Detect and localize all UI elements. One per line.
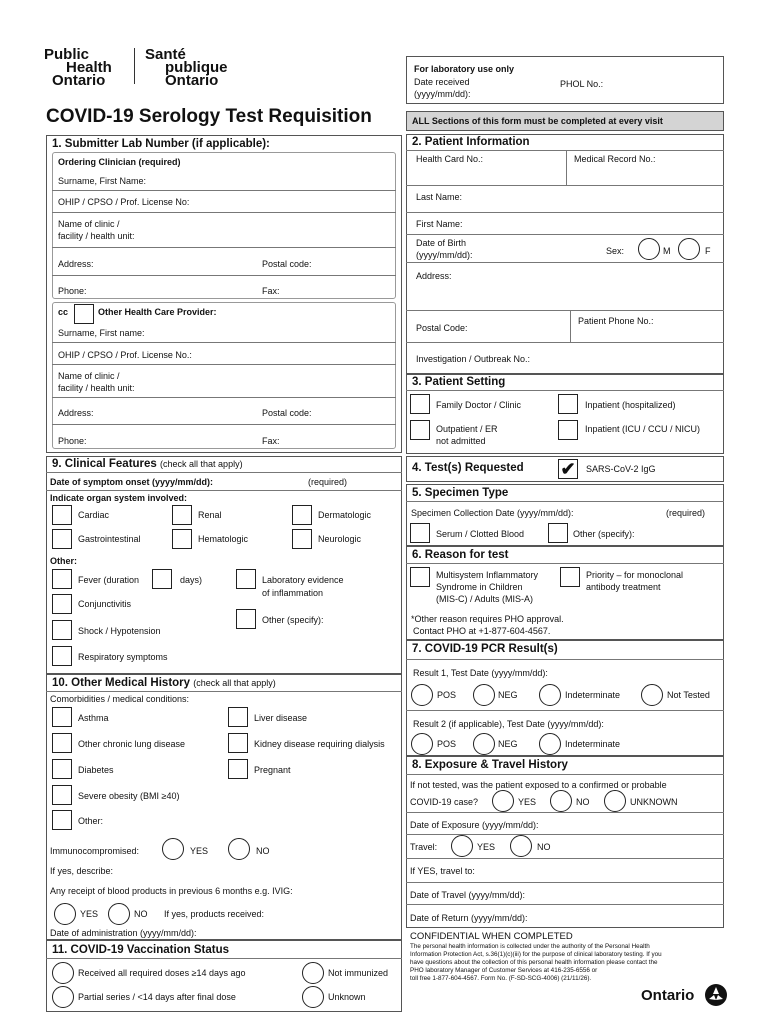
respiratory-label: Respiratory symptoms <box>78 652 168 662</box>
sex-f-label: F <box>705 246 711 256</box>
travel-to-field[interactable]: If YES, travel to: <box>410 866 475 876</box>
r1-pos-label: POS <box>437 690 457 700</box>
comorbidities-label: Comorbidities / medical conditions: <box>50 694 190 704</box>
r1-neg-label: NEG <box>498 690 518 700</box>
result1-date-field[interactable]: Result 1, Test Date (yyyy/mm/dd): <box>413 668 548 678</box>
section-9-subtitle: (check all that apply) <box>160 459 243 469</box>
date-format-label: (yyyy/mm/dd): <box>414 89 471 99</box>
vax-all-label: Received all required doses ≥14 days ago <box>78 968 246 978</box>
shock-label: Shock / Hypotension <box>78 626 161 636</box>
asthma-label: Asthma <box>78 713 109 723</box>
sex-f-radio[interactable] <box>678 238 700 260</box>
lab-evidence-label: of inflammation <box>262 588 324 598</box>
health-card-field[interactable]: Health Card No.: <box>416 154 484 164</box>
fever-checkbox[interactable] <box>52 569 72 589</box>
section-9-title <box>52 458 243 470</box>
privacy-notice: Information Protection Act, s.36(1)(c)(iii) for the purpose of clinical laboratory testing. If you <box>410 951 662 958</box>
logo-text: Ontario <box>165 72 219 89</box>
vax-unknown-radio[interactable] <box>302 986 324 1008</box>
other-label: Other: <box>50 556 77 566</box>
privacy-notice: PHO laboratory Manager of Customer Services at 416-235-6556 or <box>410 967 598 974</box>
clinic-label[interactable]: Name of clinic / <box>58 219 120 229</box>
privacy-notice: toll free 1-877-604-4567. Form No. (F-SD-SCG-4006) (21/11/26). <box>410 975 592 982</box>
mis-label: Syndrome in Children <box>436 582 523 592</box>
section-10-title <box>52 677 276 689</box>
fax-field[interactable]: Fax: <box>262 286 280 296</box>
exp-no-radio[interactable] <box>550 790 572 812</box>
r1-ind-radio[interactable] <box>539 684 561 706</box>
r2-pos-radio[interactable] <box>411 733 433 755</box>
lab-evidence-label: Laboratory evidence <box>262 575 344 585</box>
family-doctor-checkbox[interactable] <box>410 394 430 414</box>
dob-field[interactable]: Date of Birth <box>416 238 467 248</box>
r2-ind-radio[interactable] <box>539 733 561 755</box>
travel-label: Travel: <box>410 842 438 852</box>
clinic-label[interactable]: Name of clinic / <box>58 371 120 381</box>
ontario-logo-text: Ontario <box>641 987 695 1004</box>
outpatient-checkbox[interactable] <box>410 420 430 440</box>
date-received-label[interactable]: Date received <box>414 77 470 87</box>
sex-m-radio[interactable] <box>638 238 660 260</box>
all-sections-text: ALL Sections of this form must be completed at every visit <box>412 116 663 126</box>
blood-yes-label: YES <box>80 909 99 919</box>
section-9 <box>46 456 402 674</box>
priority-label: Priority – for monoclonal <box>586 570 684 580</box>
required-label: (required) <box>308 477 348 487</box>
ordering-clinician-label: Ordering Clinician (required) <box>58 157 181 167</box>
neuro-checkbox[interactable] <box>292 529 312 549</box>
exposure-question: If not tested, was the patient exposed to a confirmed or probable <box>410 780 667 790</box>
section-9-title-text: 9. Clinical Features <box>52 458 157 470</box>
mis-label: Multisystem Inflammatory <box>436 570 539 580</box>
logo-text: Public <box>44 46 90 63</box>
mis-label: (MIS-C) / Adults (MIS-A) <box>436 594 534 604</box>
mis-checkbox[interactable] <box>410 567 430 587</box>
address-field[interactable]: Address: <box>58 408 94 418</box>
vax-none-radio[interactable] <box>302 962 324 984</box>
days-label: days) <box>180 575 203 585</box>
r1-pos-radio[interactable] <box>411 684 433 706</box>
travel-yes-label: YES <box>477 842 496 852</box>
logo-en <box>44 48 112 87</box>
lung-label: Other chronic lung disease <box>78 739 186 749</box>
immuno-yes-radio[interactable] <box>162 838 184 860</box>
section-1-title: 1. Submitter Lab Number (if applicable): <box>52 138 270 150</box>
surname-field[interactable]: Surname, First Name: <box>58 176 147 186</box>
vax-partial-radio[interactable] <box>52 986 74 1008</box>
surname-field[interactable]: Surname, First name: <box>58 328 145 338</box>
derm-checkbox[interactable] <box>292 505 312 525</box>
r1-ind-label: Indeterminate <box>565 690 621 700</box>
phol-label[interactable]: PHOL No.: <box>560 79 604 89</box>
immuno-yes-label: YES <box>190 846 209 856</box>
asthma-checkbox[interactable] <box>52 707 72 727</box>
vax-partial-label: Partial series / <14 days after final dose <box>78 992 236 1002</box>
immuno-no-radio[interactable] <box>228 838 250 860</box>
sex-label: Sex: <box>606 246 625 256</box>
logo-fr <box>145 48 228 87</box>
serum-checkbox[interactable] <box>410 523 430 543</box>
r1-nt-label: Not Tested <box>667 690 710 700</box>
result2-date-field[interactable]: Result 2 (if applicable), Test Date (yyyy/mm/dd): <box>413 719 604 729</box>
section-7-title: 7. COVID-19 PCR Result(s) <box>412 643 558 655</box>
logo-divider <box>134 48 135 84</box>
collection-date-field[interactable]: Specimen Collection Date (yyyy/mm/dd): <box>411 508 574 518</box>
section-11-title: 11. COVID-19 Vaccination Status <box>52 944 230 956</box>
blood-no-label: NO <box>134 909 148 919</box>
admin-date-field[interactable]: Date of administration (yyyy/mm/dd): <box>50 928 197 938</box>
products-field[interactable]: If yes, products received: <box>164 909 265 919</box>
section-2-title: 2. Patient Information <box>412 136 530 148</box>
vax-all-radio[interactable] <box>52 962 74 984</box>
required-label: (required) <box>666 508 706 518</box>
section-8-title: 8. Exposure & Travel History <box>412 759 568 771</box>
outpatient-label: not admitted <box>436 436 486 446</box>
phone-field[interactable]: Phone: <box>58 286 87 296</box>
r2-ind-label: Indeterminate <box>565 739 621 749</box>
travel-yes-radio[interactable] <box>451 835 473 857</box>
gi-checkbox[interactable] <box>52 529 72 549</box>
medical-record-field[interactable]: Medical Record No.: <box>574 154 656 164</box>
postal-code-field[interactable]: Postal code: <box>262 259 312 269</box>
blood-products-question: Any receipt of blood products in previous 6 months e.g. IVIG: <box>50 886 293 896</box>
section-5-title: 5. Specimen Type <box>412 487 509 499</box>
lung-checkbox[interactable] <box>52 733 72 753</box>
family-doctor-label: Family Doctor / Clinic <box>436 400 522 410</box>
obesity-label: Severe obesity (BMI ≥40) <box>78 791 180 801</box>
priority-label: antibody treatment <box>586 582 661 592</box>
hema-label: Hematologic <box>198 534 249 544</box>
last-name-field[interactable]: Last Name: <box>416 192 463 202</box>
postal-code-field[interactable]: Postal code: <box>262 408 312 418</box>
trillium-icon <box>704 983 728 1007</box>
other-specimen-label: Other (specify): <box>573 529 635 539</box>
pregnant-checkbox[interactable] <box>228 759 248 779</box>
priority-checkbox[interactable] <box>560 567 580 587</box>
shock-checkbox[interactable] <box>52 620 72 640</box>
ohip-field[interactable]: OHIP / CPSO / Prof. License No.: <box>58 350 192 360</box>
r2-neg-label: NEG <box>498 739 518 749</box>
inpatient-checkbox[interactable] <box>558 394 578 414</box>
neuro-label: Neurologic <box>318 534 362 544</box>
icu-label: Inpatient (ICU / CCU / NICU) <box>585 424 701 434</box>
exposure-question: COVID-19 case? <box>410 797 479 807</box>
section-10-subtitle: (check all that apply) <box>193 678 276 688</box>
conjunctivitis-label: Conjunctivitis <box>78 599 132 609</box>
lab-evidence-checkbox[interactable] <box>236 569 256 589</box>
return-date-field[interactable]: Date of Return (yyyy/mm/dd): <box>410 913 528 923</box>
renal-checkbox[interactable] <box>172 505 192 525</box>
other-condition-checkbox[interactable] <box>52 810 72 830</box>
diabetes-label: Diabetes <box>78 765 114 775</box>
hema-checkbox[interactable] <box>172 529 192 549</box>
r2-neg-radio[interactable] <box>473 733 495 755</box>
liver-checkbox[interactable] <box>228 707 248 727</box>
exp-no-label: NO <box>576 797 590 807</box>
section-4-title: 4. Test(s) Requested <box>412 462 524 474</box>
logo-text: publique <box>165 59 228 76</box>
other-hcp-label: Other Health Care Provider: <box>98 307 217 317</box>
phone-field[interactable]: Phone: <box>58 436 87 446</box>
describe-field[interactable]: If yes, describe: <box>50 866 114 876</box>
privacy-notice: The personal health information is collected under the authority of the Personal Health <box>410 943 650 950</box>
patient-address-field[interactable]: Address: <box>416 271 452 281</box>
pregnant-label: Pregnant <box>254 765 291 775</box>
r2-pos-label: POS <box>437 739 457 749</box>
fax-field[interactable]: Fax: <box>262 436 280 446</box>
cc-checkbox[interactable] <box>74 304 94 324</box>
other-specimen-checkbox[interactable] <box>548 523 568 543</box>
lab-use-label: For laboratory use only <box>414 64 515 74</box>
logo-text: Ontario <box>52 72 106 89</box>
clinic-label: facility / health unit: <box>58 231 135 241</box>
fever-duration-box[interactable] <box>152 569 172 589</box>
organ-system-label: Indicate organ system involved: <box>50 493 188 503</box>
sex-m-label: M <box>663 246 671 256</box>
exp-yes-label: YES <box>518 797 537 807</box>
conjunctivitis-checkbox[interactable] <box>52 594 72 614</box>
gi-label: Gastrointestinal <box>78 534 141 544</box>
page-title: COVID-19 Serology Test Requisition <box>46 106 372 127</box>
confidential-label: CONFIDENTIAL WHEN COMPLETED <box>410 931 573 942</box>
privacy-notice: have questions about the collection of this personal health information please contact the <box>410 959 658 966</box>
onset-date-field[interactable]: Date of symptom onset (yyyy/mm/dd): <box>50 477 214 487</box>
kidney-label: Kidney disease requiring dialysis <box>254 739 385 749</box>
diabetes-checkbox[interactable] <box>52 759 72 779</box>
cardiac-label: Cardiac <box>78 510 110 520</box>
patient-phone-field[interactable]: Patient Phone No.: <box>578 316 654 326</box>
logo-text: Health <box>66 59 112 76</box>
ohip-field[interactable]: OHIP / CPSO / Prof. License No: <box>58 197 190 207</box>
investigation-field[interactable]: Investigation / Outbreak No.: <box>416 354 531 364</box>
respiratory-checkbox[interactable] <box>52 646 72 666</box>
other-specify-label: Other (specify): <box>262 615 324 625</box>
section-10-title-text: 10. Other Medical History <box>52 677 191 689</box>
derm-label: Dermatologic <box>318 510 372 520</box>
address-field[interactable]: Address: <box>58 259 94 269</box>
exp-unknown-label: UNKNOWN <box>630 797 678 807</box>
fever-label: Fever (duration <box>78 575 140 585</box>
vax-none-label: Not immunized <box>328 968 389 978</box>
other-condition-label: Other: <box>78 816 104 826</box>
first-name-field[interactable]: First Name: <box>416 219 463 229</box>
logo-text: Santé <box>145 46 186 63</box>
immuno-no-label: NO <box>256 846 270 856</box>
pho-note: Contact PHO at +1-877-604-4567. <box>413 626 551 636</box>
travel-no-radio[interactable] <box>510 835 532 857</box>
serum-label: Serum / Clotted Blood <box>436 529 525 539</box>
liver-label: Liver disease <box>254 713 308 723</box>
exp-unknown-radio[interactable] <box>604 790 626 812</box>
r1-neg-radio[interactable] <box>473 684 495 706</box>
obesity-checkbox[interactable] <box>52 785 72 805</box>
immuno-label: Immunocompromised: <box>50 846 140 856</box>
other-specify-checkbox[interactable] <box>236 609 256 629</box>
patient-postal-field[interactable]: Postal Code: <box>416 323 468 333</box>
exp-yes-radio[interactable] <box>492 790 514 812</box>
travel-date-field[interactable]: Date of Travel (yyyy/mm/dd): <box>410 890 526 900</box>
kidney-checkbox[interactable] <box>228 733 248 753</box>
cc-label: cc <box>58 307 69 317</box>
clinic-label: facility / health unit: <box>58 383 135 393</box>
blood-yes-radio[interactable] <box>54 903 76 925</box>
icu-checkbox[interactable] <box>558 420 578 440</box>
cardiac-checkbox[interactable] <box>52 505 72 525</box>
section-6-title: 6. Reason for test <box>412 549 509 561</box>
vax-unknown-label: Unknown <box>328 992 366 1002</box>
dob-format-label: (yyyy/mm/dd): <box>416 250 473 260</box>
outpatient-label: Outpatient / ER <box>436 424 498 434</box>
igg-checkbox[interactable]: ✔ <box>558 459 578 479</box>
travel-no-label: NO <box>537 842 551 852</box>
pho-note: *Other reason requires PHO approval. <box>411 614 564 624</box>
section-3-title: 3. Patient Setting <box>412 376 506 388</box>
exposure-date-field[interactable]: Date of Exposure (yyyy/mm/dd): <box>410 820 539 830</box>
inpatient-label: Inpatient (hospitalized) <box>585 400 676 410</box>
r1-nt-radio[interactable] <box>641 684 663 706</box>
renal-label: Renal <box>198 510 222 520</box>
igg-label: SARS-CoV-2 IgG <box>586 464 656 474</box>
blood-no-radio[interactable] <box>108 903 130 925</box>
